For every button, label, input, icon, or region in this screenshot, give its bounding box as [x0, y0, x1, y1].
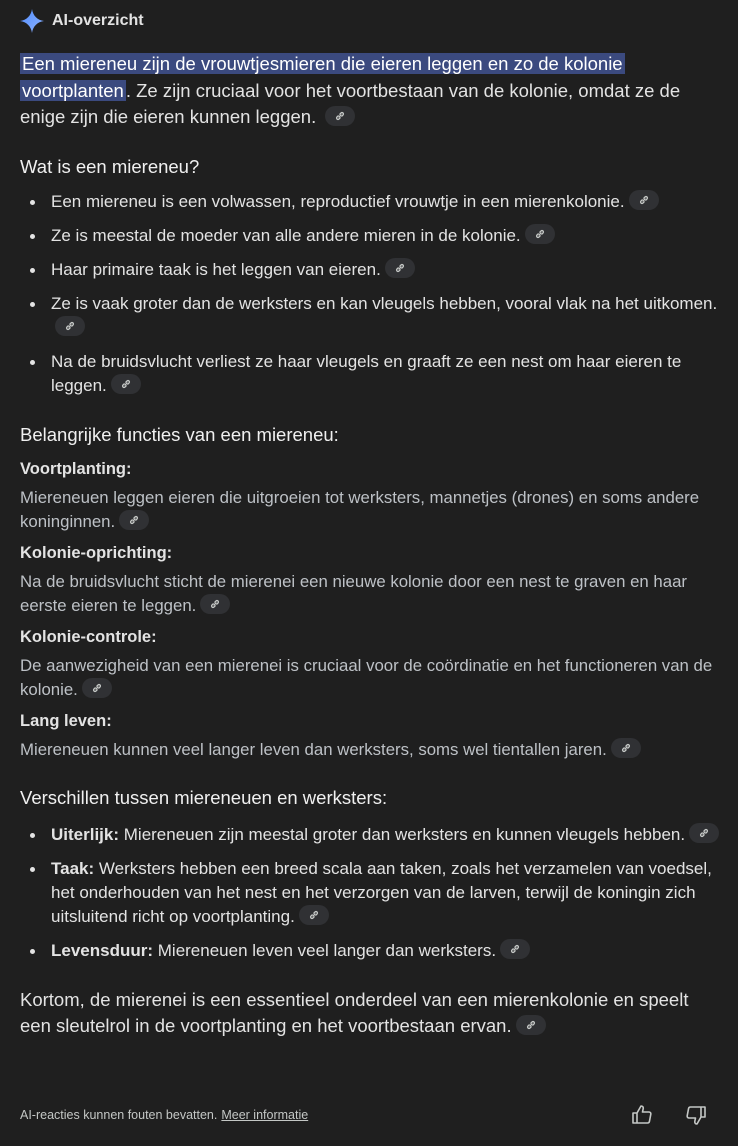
intro-paragraph: [20, 51, 722, 131]
link-icon[interactable]: [516, 1015, 546, 1035]
more-info-link[interactable]: Meer informatie: [221, 1108, 309, 1122]
link-icon[interactable]: [55, 316, 85, 336]
link-icon[interactable]: [689, 823, 719, 843]
function-text: Miereneuen leggen eieren die uitgroeien tot werksters, mannetjes (drones) en soms andere koninginnen.: [20, 487, 700, 531]
list-item: Haar primaire taak is het leggen van eieren.: [20, 258, 722, 282]
function-text: De aanwezigheid van een mierenei is cruciaal voor de coördinatie en het functioneren van de kolonie.: [20, 655, 713, 699]
section-heading-what: Wat is een miereneu?: [20, 155, 200, 177]
list-item: Een miereneu is een volwassen, reproductief vrouwtje in een mierenkolonie.: [20, 190, 722, 214]
list-item: Levensduur: Miereneuen leven veel langer dan werksters.: [20, 939, 722, 963]
feedback-buttons: [630, 1103, 708, 1127]
function-text: Na de bruidsvlucht sticht de mierenei een nieuwe kolonie door een nest te graven en haar eerste eieren te leggen.: [20, 571, 688, 615]
link-icon[interactable]: [119, 510, 149, 530]
ai-overview-panel: [20, 0, 722, 1040]
link-icon[interactable]: [385, 258, 415, 278]
link-icon[interactable]: [200, 594, 230, 614]
disclaimer-text: AI-reacties kunnen fouten bevatten.: [20, 1108, 218, 1122]
function-title: Kolonie-oprichting:: [20, 543, 173, 562]
link-icon[interactable]: [525, 224, 555, 244]
link-icon[interactable]: [111, 374, 141, 394]
intro-highlight-2: voortplanten: [22, 79, 124, 101]
section-heading-functions: Belangrijke functies van een miereneu:: [20, 423, 339, 445]
list-item: Ze is vaak groter dan de werksters en kan vleugels hebben, vooral vlak na het uitkomen.: [20, 292, 722, 340]
differences-list: [20, 823, 722, 963]
function-block: [20, 544, 722, 618]
list-item: Taak: Werksters hebben een breed scala aan taken, zoals het verzamelen van voedsel, het onderhouden van het nest en het verzorgen van de larven, terwijl de koningin zich uitsluitend richt op voortplanting.: [20, 857, 722, 929]
list-item: Ze is meestal de moeder van alle andere mieren in de kolonie.: [20, 224, 722, 248]
ai-overview-title: AI-overzicht: [52, 12, 144, 29]
link-icon[interactable]: [299, 905, 329, 925]
link-icon[interactable]: [500, 939, 530, 959]
function-title: Voortplanting:: [20, 459, 132, 478]
function-block: [20, 712, 722, 762]
gemini-spark-icon: [20, 9, 44, 33]
ai-overview-footer: [20, 1100, 708, 1130]
function-title: Lang leven:: [20, 711, 112, 730]
function-block: [20, 460, 722, 534]
thumbs-up-icon[interactable]: [630, 1103, 654, 1127]
thumbs-down-icon[interactable]: [684, 1103, 708, 1127]
section-heading-differences: Verschillen tussen miereneuen en werksters:: [20, 786, 388, 808]
summary-text: Kortom, de mierenei is een essentieel onderdeel van een mierenkolonie en speelt een sleutelrol in de voortplanting en het voortbestaan ervan.: [20, 988, 689, 1036]
link-icon[interactable]: [611, 738, 641, 758]
intro-highlight: Een miereneu zijn de vrouwtjesmieren die eieren leggen en zo de kolonie: [22, 53, 623, 74]
link-icon[interactable]: [82, 678, 112, 698]
ai-overview-header: [20, 0, 722, 42]
function-block: [20, 628, 722, 702]
list-item: Na de bruidsvlucht verliest ze haar vleugels en graaft ze een nest om haar eieren te leggen.: [20, 350, 722, 398]
function-text: Miereneuen kunnen veel langer leven dan werksters, soms wel tientallen jaren.: [20, 739, 607, 759]
summary-paragraph: [20, 987, 722, 1040]
link-icon[interactable]: [629, 190, 659, 210]
intro-text: . Ze zijn cruciaal voor het voortbestaan van de kolonie, omdat ze de enige zijn die eieren kunnen leggen.: [20, 79, 681, 127]
list-item: Uiterlijk: Miereneuen zijn meestal groter dan werksters en kunnen vleugels hebben.: [20, 823, 722, 847]
function-title: Kolonie-controle:: [20, 627, 157, 646]
link-icon[interactable]: [325, 106, 355, 126]
what-list: [20, 190, 722, 398]
